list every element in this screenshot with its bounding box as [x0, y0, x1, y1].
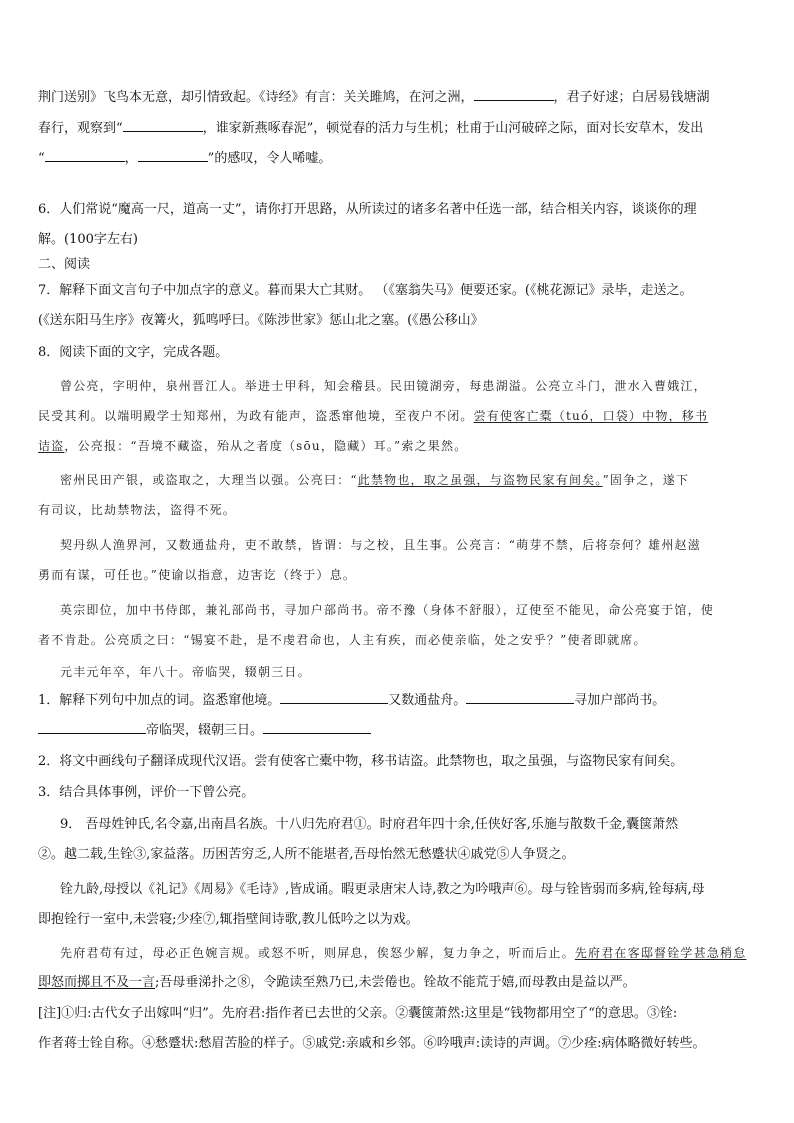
text-line-14 [38, 500, 764, 520]
text-line-6 [38, 255, 764, 275]
text-line-11 [38, 406, 764, 426]
text-line-28 [60, 943, 764, 963]
text-line-30 [38, 1004, 764, 1024]
text-line-21 [38, 720, 764, 741]
text-span: ，君子好逑；白居易钱塘湖 [553, 90, 710, 105]
text-span: 勇而有谋，可任也。”使谕以指意，边害讫（终于）息。 [38, 568, 357, 582]
text-line-4 [38, 200, 764, 220]
text-span: 先府君苟有过，母必正色婉言规。或怒不听，则屏息，俟怒少解，复力争之，听而后止。 [60, 946, 575, 960]
answer-blank[interactable] [123, 118, 203, 132]
text-line-16 [38, 565, 764, 585]
text-span: 3．结合具体事例，评价一下曾公亮。 [38, 785, 255, 800]
text-span: 6．人们常说“魔高一尺，道高一丈”，请你打开思路，从所读过的诸多名著中任选一部，结合相关内容，谈谈你的理 [38, 202, 697, 217]
text-span: 曾公亮，字明仲，泉州晋江人。举进士甲科，知会稽县。民田镜湖旁，每患湖溢。公亮立斗门，泄水入曹娥江， [60, 379, 707, 393]
text-span: 者不肯赴。公亮质之曰：“锡宴不赴，是不虔君命也，人主有疾，而必使亲临，处之安乎？”使者即就席。 [38, 633, 647, 647]
text-line-31 [38, 1034, 764, 1054]
text-line-23 [38, 783, 764, 803]
text-line-17 [60, 600, 764, 620]
underlined-sentence: 即怒而掷且不及一言 [38, 975, 156, 990]
text-line-1 [38, 87, 764, 108]
text-span: 又数通盐舟。 [388, 693, 467, 708]
text-line-19 [60, 662, 764, 682]
text-span: (《送东阳马生序》夜篝火，狐鸣呼曰。《陈涉世家》惩山北之塞。(《愚公移山》 [38, 313, 484, 328]
text-line-10 [60, 376, 764, 396]
text-span: 7．解释下面文言句子中加点字的意义。暮而果大亡其财。 （《塞翁失马》便要还家。(《桃花源记》录毕，走送之。 [38, 283, 693, 298]
text-span: 春行，观察到“ [38, 121, 123, 136]
text-span: 民受其利。以端明殿学士知郑州，为政有能声，盗悉窜他境，至夜户不闭。 [38, 409, 474, 423]
text-line-15 [60, 535, 764, 555]
text-span: 即抱铨行一室中,未尝寝;少痊⑦,辄指壁间诗歌,教儿低吟之以为戏。 [38, 912, 419, 927]
text-line-27 [38, 910, 764, 930]
answer-blank[interactable] [45, 148, 125, 162]
text-span: 8．阅读下面的文字，完成各题。 [38, 345, 229, 360]
underlined-sentence: 此禁物也，取之虽强，与盗物民家有间矣。 [357, 473, 603, 487]
text-line-25 [38, 845, 764, 865]
text-span: 英宗即位，加中书侍郎，兼礼部尚书，寻加户部尚书。帝不豫（身体不舒服），辽使至不能见，命公亮宴于馆，使 [60, 603, 715, 617]
text-line-12 [38, 436, 764, 456]
answer-blank[interactable] [280, 690, 388, 704]
answer-blank[interactable] [263, 720, 371, 734]
text-line-18 [38, 630, 764, 650]
text-span: 9． 吾母姓钟氏,名令嘉,出南昌名族。十八归先府君①。时府君年四十余,任侠好客,乐施与散数千金,囊箧萧然 [60, 817, 679, 832]
text-span: 荆门送别》飞鸟本无意，却引情致起。《诗经》有言：关关雎鸠，在河之洲， [38, 90, 474, 105]
text-span: 2．将文中画线句子翻译成现代汉语。尝有使客亡橐中物，移书诘盗。此禁物也，取之虽强，与盗物民家有间矣。 [38, 754, 684, 769]
text-span: 寻加户部尚书。 [574, 693, 666, 708]
text-span: [注]①归:古代女子出嫁叫“归”。先府君:指作者已去世的父亲。②囊箧萧然:这里是“钱物都用空了“的意思。③铨: [38, 1006, 678, 1021]
underlined-sentence: 先府君在客邸督铨学甚急稍怠 [574, 946, 747, 960]
text-line-8 [38, 311, 764, 331]
text-span: ”的感叹，令人唏嘘。 [207, 151, 332, 166]
text-span: 帝临哭，辍朝三日。 [146, 723, 264, 738]
underlined-sentence: 诘盗 [38, 439, 65, 453]
text-span: 二、阅读 [38, 257, 91, 272]
answer-blank[interactable] [466, 690, 574, 704]
text-line-2 [38, 118, 764, 139]
answer-blank[interactable] [474, 87, 554, 101]
text-line-3 [38, 148, 764, 169]
text-line-26 [60, 880, 764, 900]
text-span: 铨九龄,母授以《礼记》《周易》《毛诗》,皆成诵。暇更录唐宋人诗,教之为吟哦声⑥。母与铨皆弱而多病,铨每病,母 [60, 882, 705, 897]
underlined-sentence: 尝有使客亡橐（tuó，口袋）中物，移书 [473, 409, 709, 423]
text-line-20 [38, 690, 764, 711]
text-span: ;吾母垂涕扑之⑧，令跪读至熟乃已,未尝倦也。铨故不能荒于嬉,而母教由是益以严。 [155, 975, 636, 990]
text-span: 元丰元年卒，年八十。帝临哭，辍朝三日。 [60, 665, 311, 679]
text-span: ”固争之，遂下 [602, 473, 690, 487]
text-span: 密州民田产银，或盗取之，大理当以强。公亮曰：“ [60, 473, 358, 487]
text-span: 解。(100字左右) [38, 232, 138, 247]
answer-blank[interactable] [38, 720, 146, 734]
text-span: ，谁家新燕啄春泥”，顿觉春的活力与生机；杜甫于山河破碎之际，面对长安草木，发出 [202, 121, 704, 136]
text-span: ②。越二载,生铨③,家益落。历困苦穷乏,人所不能堪者,吾母怡然无愁蹙状④戚党⑤人争贤之。 [38, 847, 575, 862]
text-line-13 [60, 470, 764, 490]
text-span: “ [38, 151, 45, 166]
text-span: 有司议，比劫禁物法，盗得不死。 [38, 503, 237, 517]
text-span: ，公亮报：“吾境不藏盗，殆从之者度（sōu，隐藏）耳。”索之果然。 [64, 439, 468, 453]
text-span: 作者蒋士铨自称。④愁蹙状:愁眉苦脸的样子。⑤戚党:亲戚和乡邻。⑥吟哦声:读诗的声调。⑦少痊:病体略微好转些。 [38, 1036, 706, 1051]
text-line-5 [38, 230, 764, 250]
text-span: ， [124, 151, 138, 166]
text-line-7 [38, 281, 764, 301]
text-line-9 [38, 343, 764, 363]
text-line-29 [38, 973, 764, 993]
text-span: 1．解释下列句中加点的词。盗悉窜他境。 [38, 693, 281, 708]
answer-blank[interactable] [138, 148, 208, 162]
text-line-24 [60, 815, 764, 835]
text-line-22 [38, 752, 764, 772]
text-span: 契丹纵人渔界河，又数通盐舟，吏不敢禁，皆谓：与之校，且生事。公亮言：“萌芽不禁，后将奈何？雄州赵滋 [60, 538, 701, 552]
